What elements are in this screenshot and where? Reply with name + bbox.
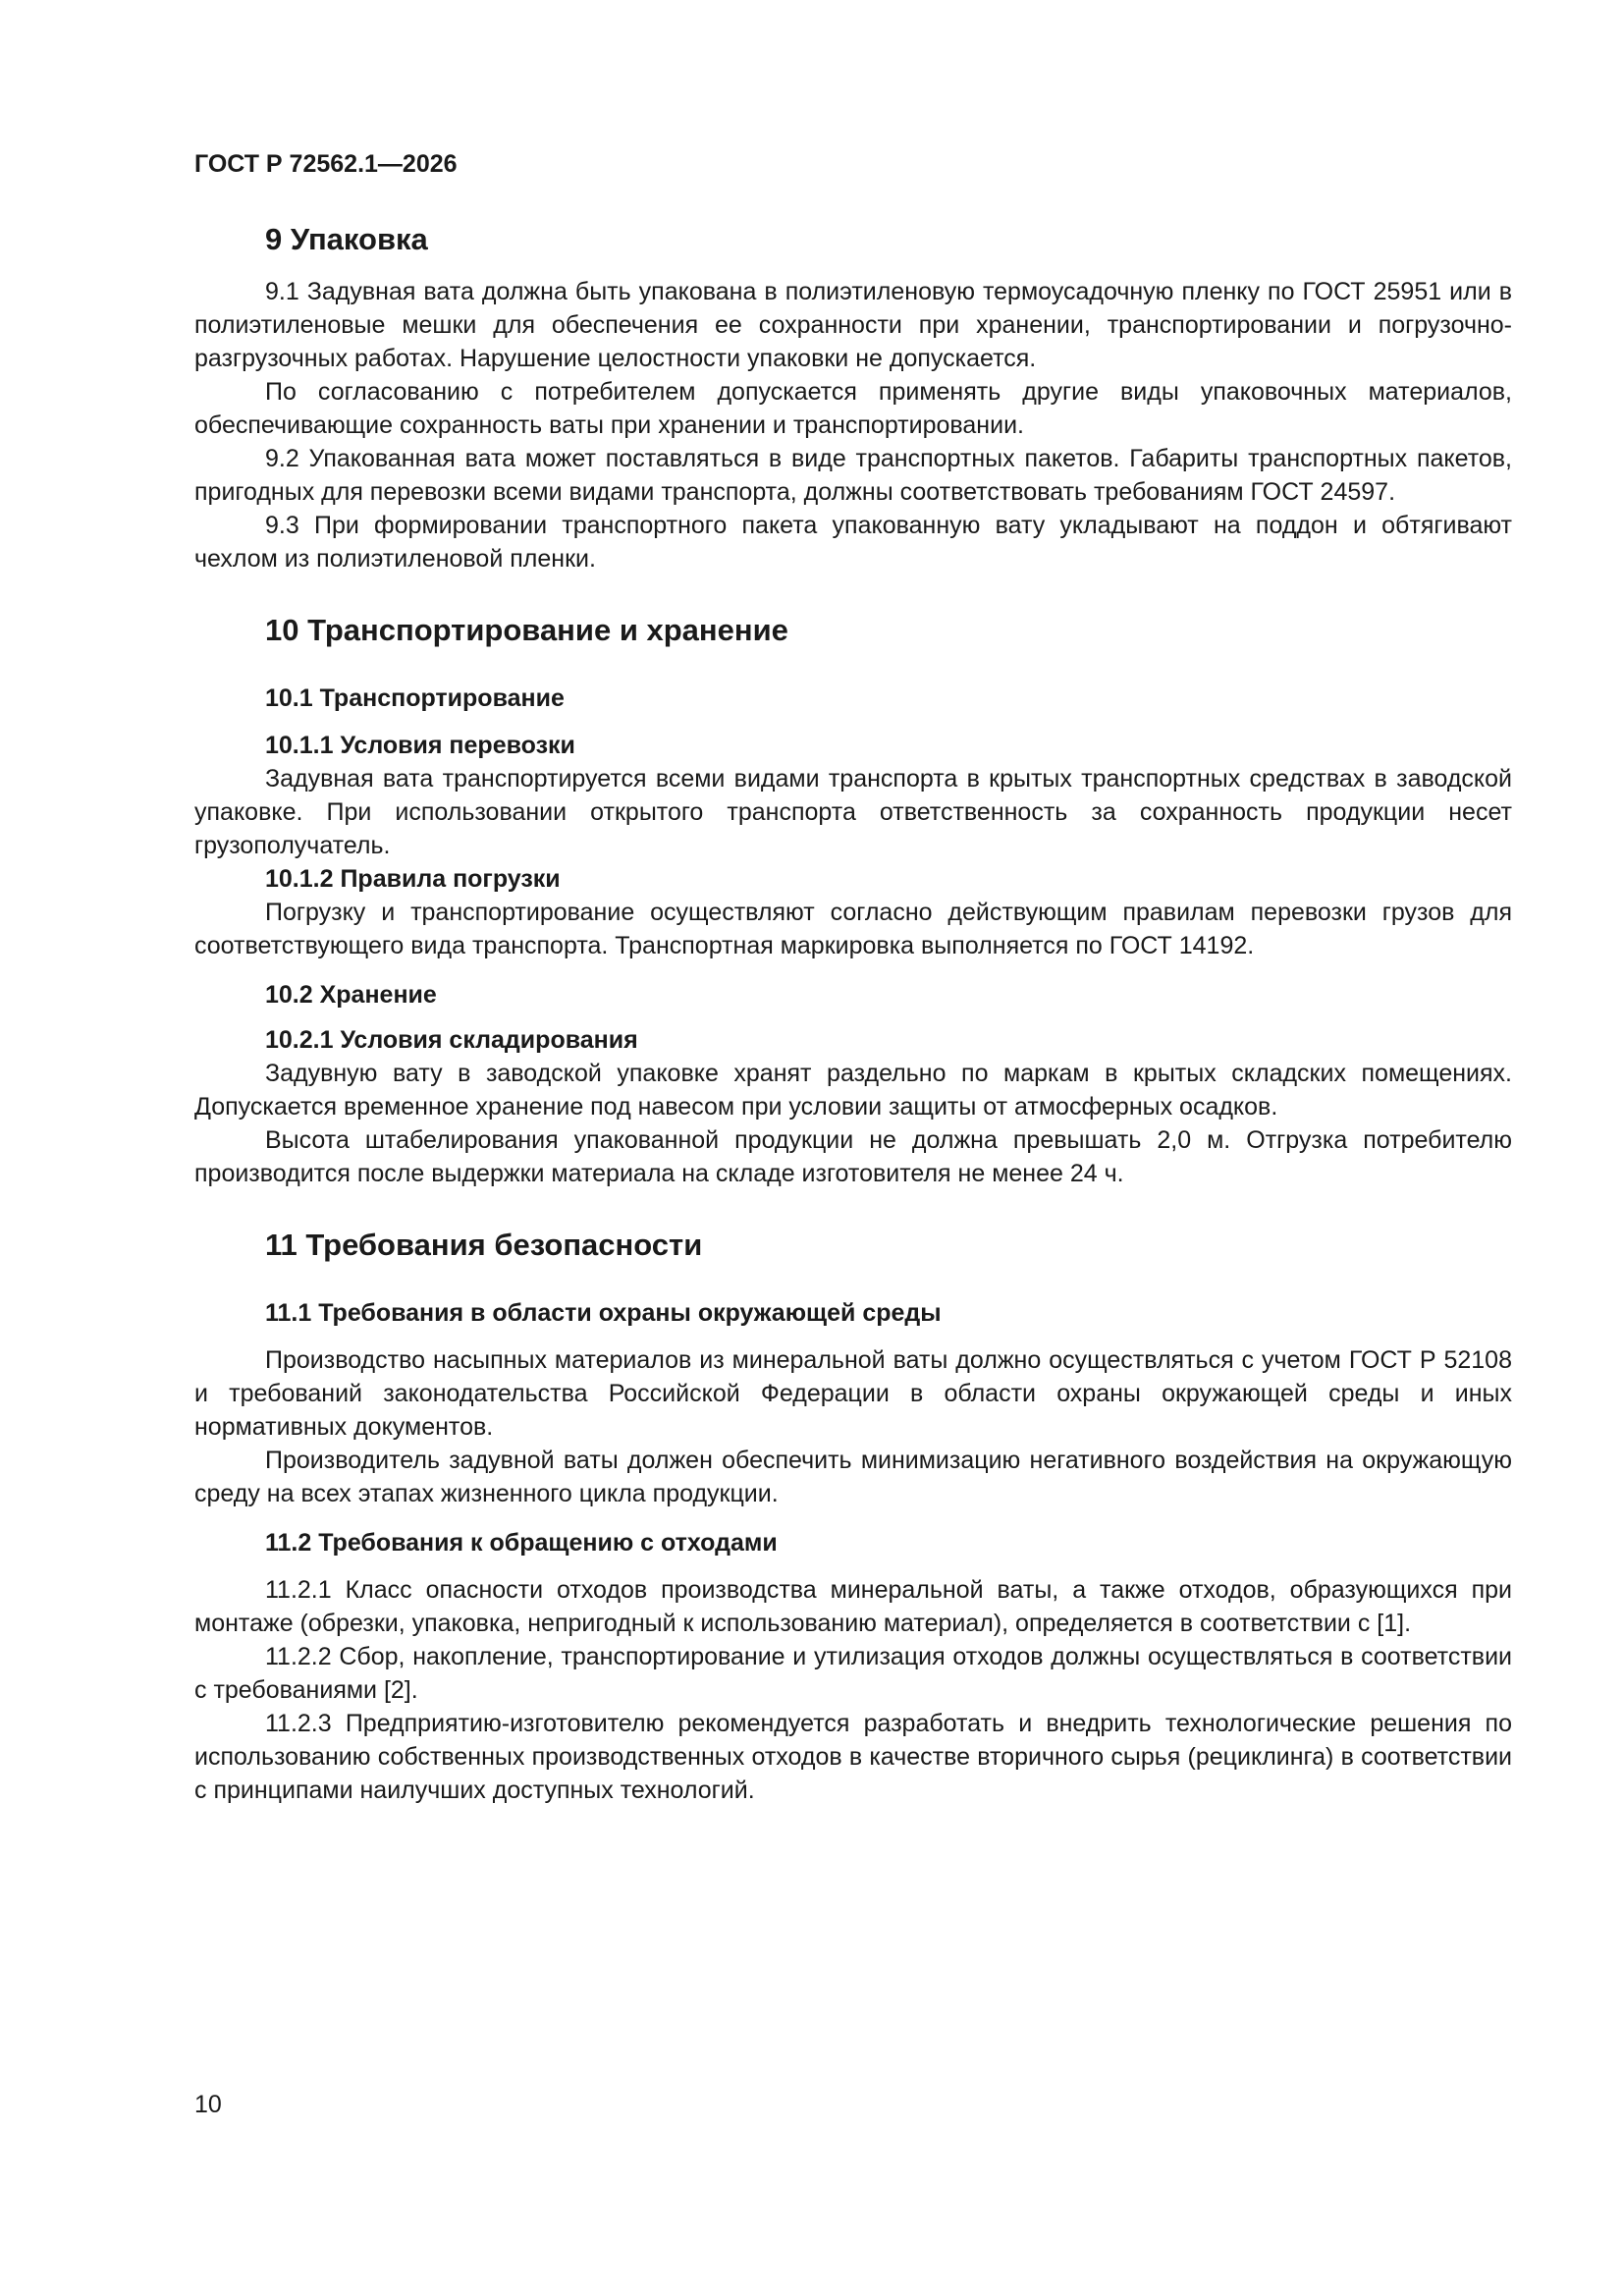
paragraph-9-3: 9.3 При формировании транспортного пакета упакованную вату укладывают на поддон и обтягивают чехлом из полиэтиленовой пленки. [194, 512, 1512, 573]
document-header: ГОСТ Р 72562.1—2026 [194, 150, 458, 178]
subsection-10-1-heading: 10.1 Транспортирование [265, 684, 565, 712]
paragraph-10-1-1: Задувная вата транспортируется всеми видами транспорта в крытых транспортных средствах в заводской упаковке. При использовании открытого транспорта ответственность за сохранность продукции несет грузополучатель. [194, 765, 1512, 859]
paragraph-9-1: 9.1 Задувная вата должна быть упакована в полиэтиленовую термоусадочную пленку по ГОСТ 25951 или в полиэтиленовые мешки для обеспечения ее сохранности при хранении, транспортировании и погрузочно-разгрузочных работах. Нарушение целостности упаковки не допускается. [194, 278, 1512, 372]
paragraph-11-1-2: Производитель задувной ваты должен обеспечить минимизацию негативного воздействия на окружающую среду на всех этапах жизненного цикла продукции. [194, 1447, 1512, 1507]
subsection-10-2-heading: 10.2 Хранение [265, 981, 437, 1009]
subsection-11-1-heading: 11.1 Требования в области охраны окружающей среды [265, 1299, 942, 1327]
paragraph-10-1-2: Погрузку и транспортирование осуществляют согласно действующим правилам перевозки грузов для соответствующего вида транспорта. Транспортная маркировка выполняется по ГОСТ 14192. [194, 899, 1512, 959]
paragraph-10-2-1-cont: Высота штабелирования упакованной продукции не должна превышать 2,0 м. Отгрузка потребителю производится после выдержки материала на складе изготовителя не менее 24 ч. [194, 1126, 1512, 1187]
subsection-10-1-1-heading: 10.1.1 Условия перевозки [265, 732, 575, 759]
subsection-10-1-2-heading: 10.1.2 Правила погрузки [265, 865, 561, 893]
subsection-11-2-heading: 11.2 Требования к обращению с отходами [265, 1529, 778, 1557]
page-number: 10 [194, 2091, 222, 2118]
paragraph-10-2-1: Задувную вату в заводской упаковке хранят раздельно по маркам в крытых складских помещениях. Допускается временное хранение под навесом при условии защиты от атмосферных осадков. [194, 1060, 1512, 1121]
subsection-10-2-1-heading: 10.2.1 Условия складирования [265, 1026, 638, 1054]
paragraph-9-1-cont: По согласованию с потребителем допускается применять другие виды упаковочных материалов, обеспечивающие сохранность ваты при хранении и транспортировании. [194, 378, 1512, 439]
paragraph-11-1-1: Производство насыпных материалов из минеральной ваты должно осуществляться с учетом ГОСТ Р 52108 и требований законодательства Российской Федерации в области охраны окружающей среды и иных нормативных документов. [194, 1346, 1512, 1441]
section-9-heading: 9 Упаковка [265, 222, 428, 256]
paragraph-9-2: 9.2 Упакованная вата может поставляться в виде транспортных пакетов. Габариты транспортных пакетов, пригодных для перевозки всеми видами транспорта, должны соответствовать требованиям ГОСТ 24597. [194, 445, 1512, 506]
paragraph-11-2-1: 11.2.1 Класс опасности отходов производства минеральной ваты, а также отходов, образующихся при монтаже (обрезки, упаковка, непригодный к использованию материал), определяется в соответствии с [1]. [194, 1576, 1512, 1637]
section-10-heading: 10 Транспортирование и хранение [265, 613, 788, 647]
paragraph-11-2-3: 11.2.3 Предприятию-изготовителю рекомендуется разработать и внедрить технологические решения по использованию собственных производственных отходов в качестве вторичного сырья (рециклинга) в соответствии с принципами наилучших доступных технологий. [194, 1710, 1512, 1804]
section-11-heading: 11 Требования безопасности [265, 1228, 703, 1262]
paragraph-11-2-2: 11.2.2 Сбор, накопление, транспортирование и утилизация отходов должны осуществляться в соответствии с требованиями [2]. [194, 1643, 1512, 1704]
document-body [194, 218, 1512, 1807]
